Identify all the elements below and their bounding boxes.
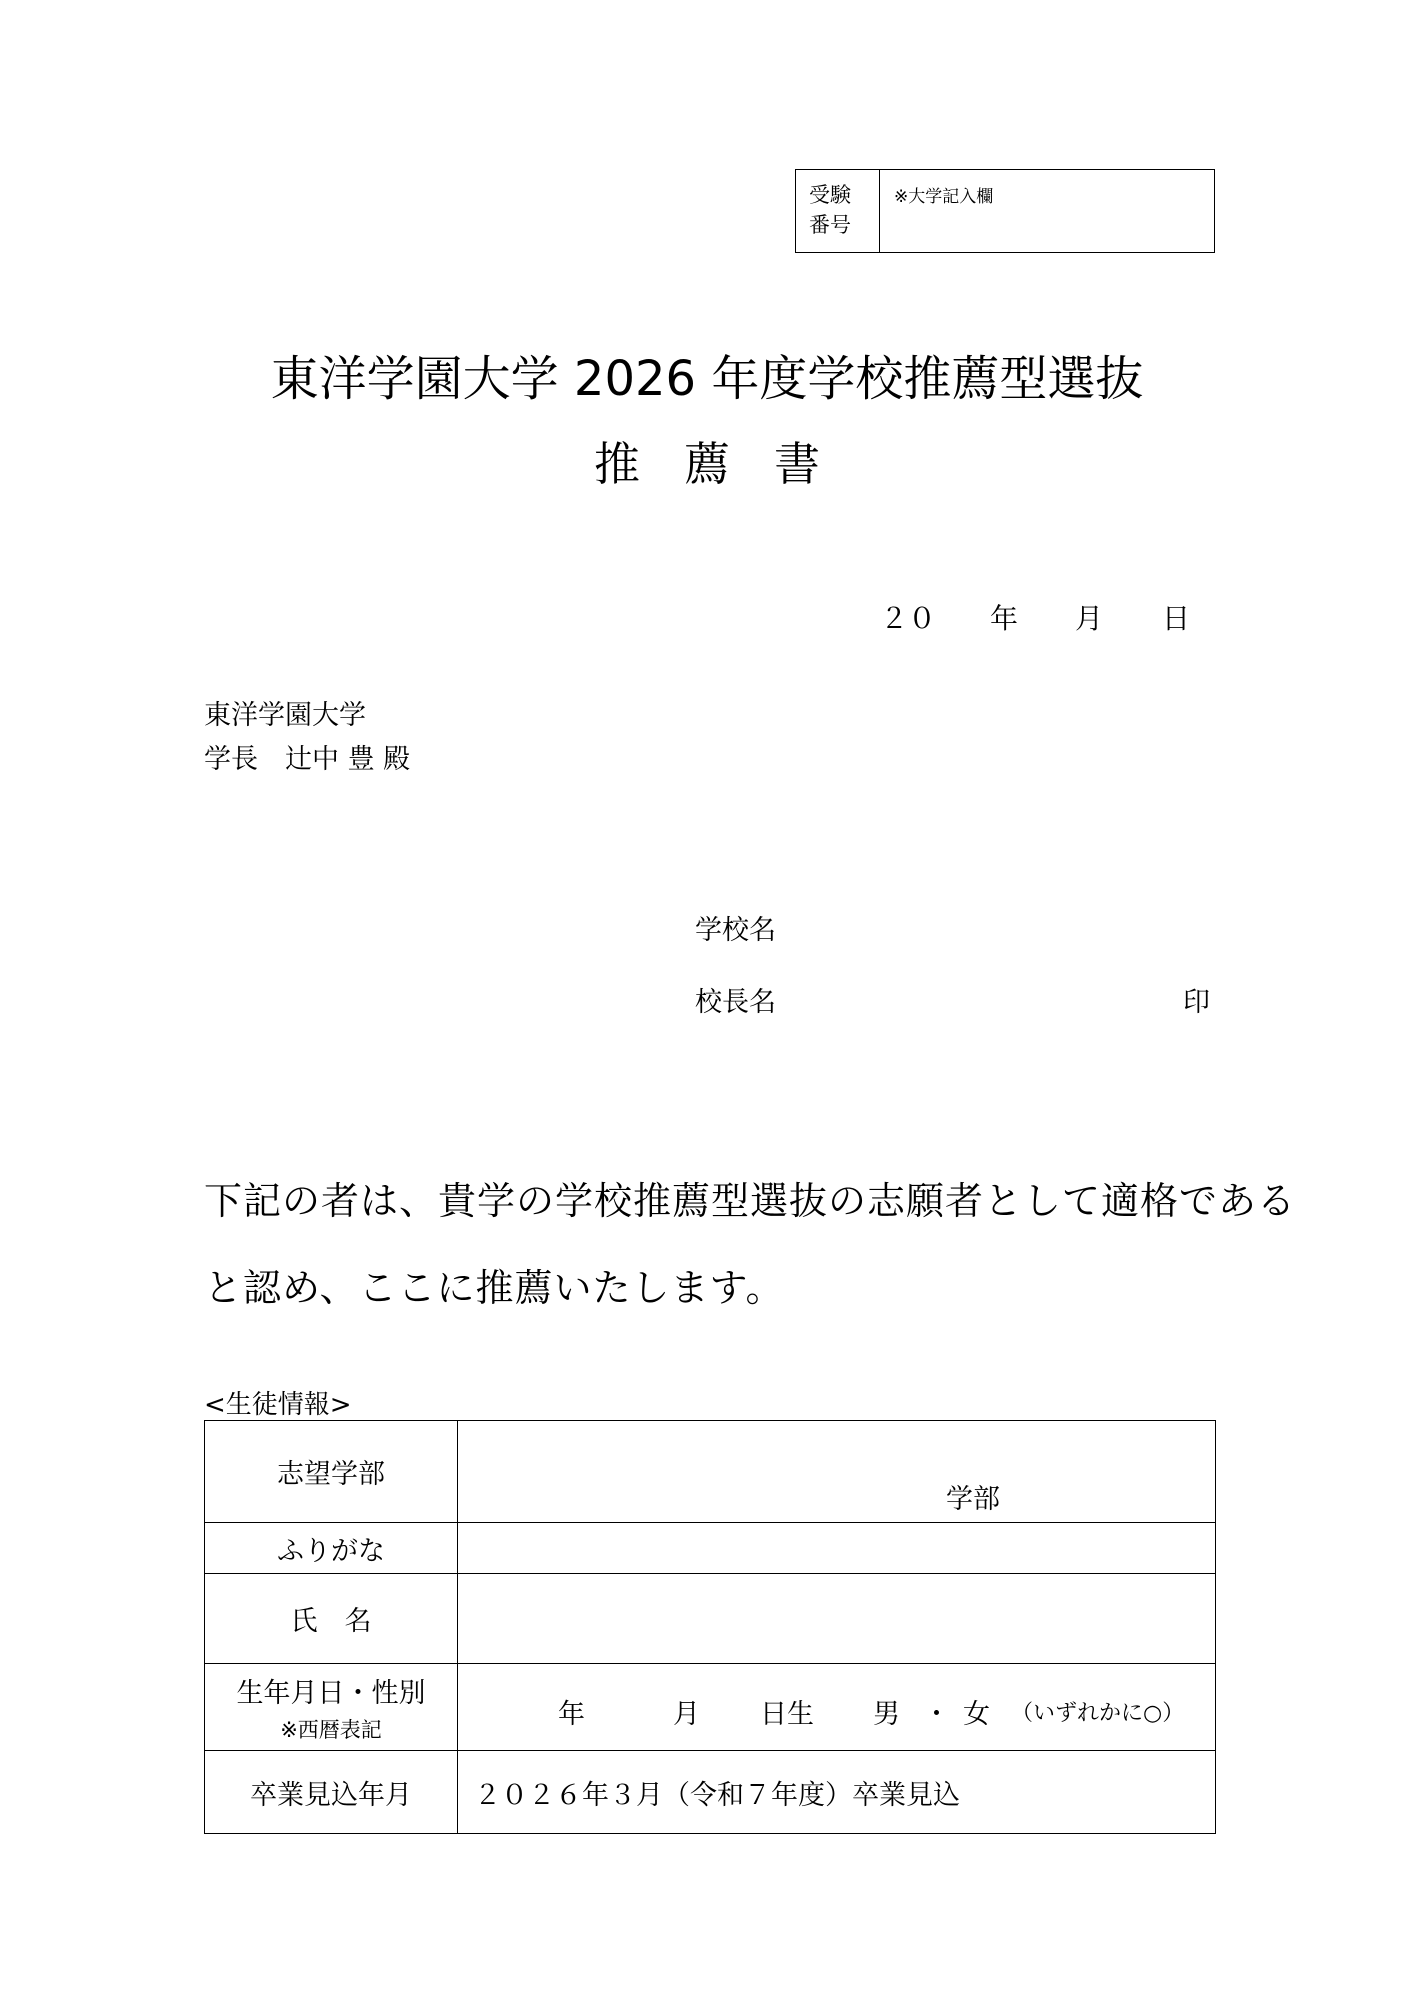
gender-female[interactable]: 女 <box>963 1699 990 1730</box>
statement-line-1: 下記の者は、貴学の学校推薦型選抜の志願者として適格である <box>204 1179 1297 1223</box>
faculty-suffix: 学部 <box>946 1484 1000 1515</box>
graduation-label: 卒業見込年月 <box>205 1751 458 1834</box>
addressee-university: 東洋学園大学 <box>204 700 366 731</box>
birth-month: 月 <box>673 1699 700 1730</box>
date-year: 年 <box>990 602 1019 635</box>
furigana-field[interactable] <box>458 1523 1216 1574</box>
birth-gender-label <box>205 1664 458 1751</box>
addressee-president: 学長 辻中 豊 殿 <box>204 744 411 775</box>
school-name-label: 学校名 <box>695 915 776 946</box>
student-info-heading: <生徒情報> <box>204 1390 352 1420</box>
document-subtitle: 推薦書 <box>594 437 864 491</box>
statement-line-2: と認め、ここに推薦いたします。 <box>204 1266 785 1310</box>
exam-number-label <box>796 170 880 252</box>
name-label: 氏 名 <box>205 1574 458 1664</box>
date-month: 月 <box>1075 602 1104 635</box>
birth-year: 年 <box>558 1699 585 1730</box>
table-row <box>205 1523 1216 1574</box>
exam-number-box <box>795 169 1215 253</box>
birth-gender-label-text: 生年月日・性別 <box>236 1677 426 1709</box>
gender-male[interactable]: 男 <box>873 1699 900 1730</box>
birth-gender-field[interactable] <box>458 1664 1216 1751</box>
table-row <box>205 1421 1216 1523</box>
student-info-table <box>204 1420 1216 1834</box>
western-calendar-note: ※西暦表記 <box>280 1717 382 1742</box>
exam-number-label-line1: 受験 <box>809 183 851 207</box>
date-day: 日 <box>1162 602 1191 635</box>
date-era: ２０ <box>880 602 937 635</box>
gender-circle-hint: （いずれかに○） <box>1011 1701 1185 1726</box>
table-row <box>205 1574 1216 1664</box>
document-title: 東洋学園大学 2026 年度学校推薦型選抜 <box>270 351 1144 407</box>
furigana-label: ふりがな <box>205 1523 458 1574</box>
gender-separator: ・ <box>923 1699 950 1730</box>
seal-mark: 印 <box>1183 987 1210 1018</box>
table-row <box>205 1751 1216 1834</box>
exam-number-label-line2: 番号 <box>809 213 851 237</box>
faculty-field[interactable] <box>458 1421 1216 1523</box>
name-field[interactable] <box>458 1574 1216 1664</box>
faculty-label: 志望学部 <box>205 1421 458 1523</box>
table-row <box>205 1664 1216 1751</box>
birth-day: 日生 <box>760 1699 814 1730</box>
graduation-value: ２０２６年３月（令和７年度）卒業見込 <box>458 1751 1216 1834</box>
university-use-note: ※大学記入欄 <box>894 187 994 207</box>
principal-name-label: 校長名 <box>695 987 776 1018</box>
